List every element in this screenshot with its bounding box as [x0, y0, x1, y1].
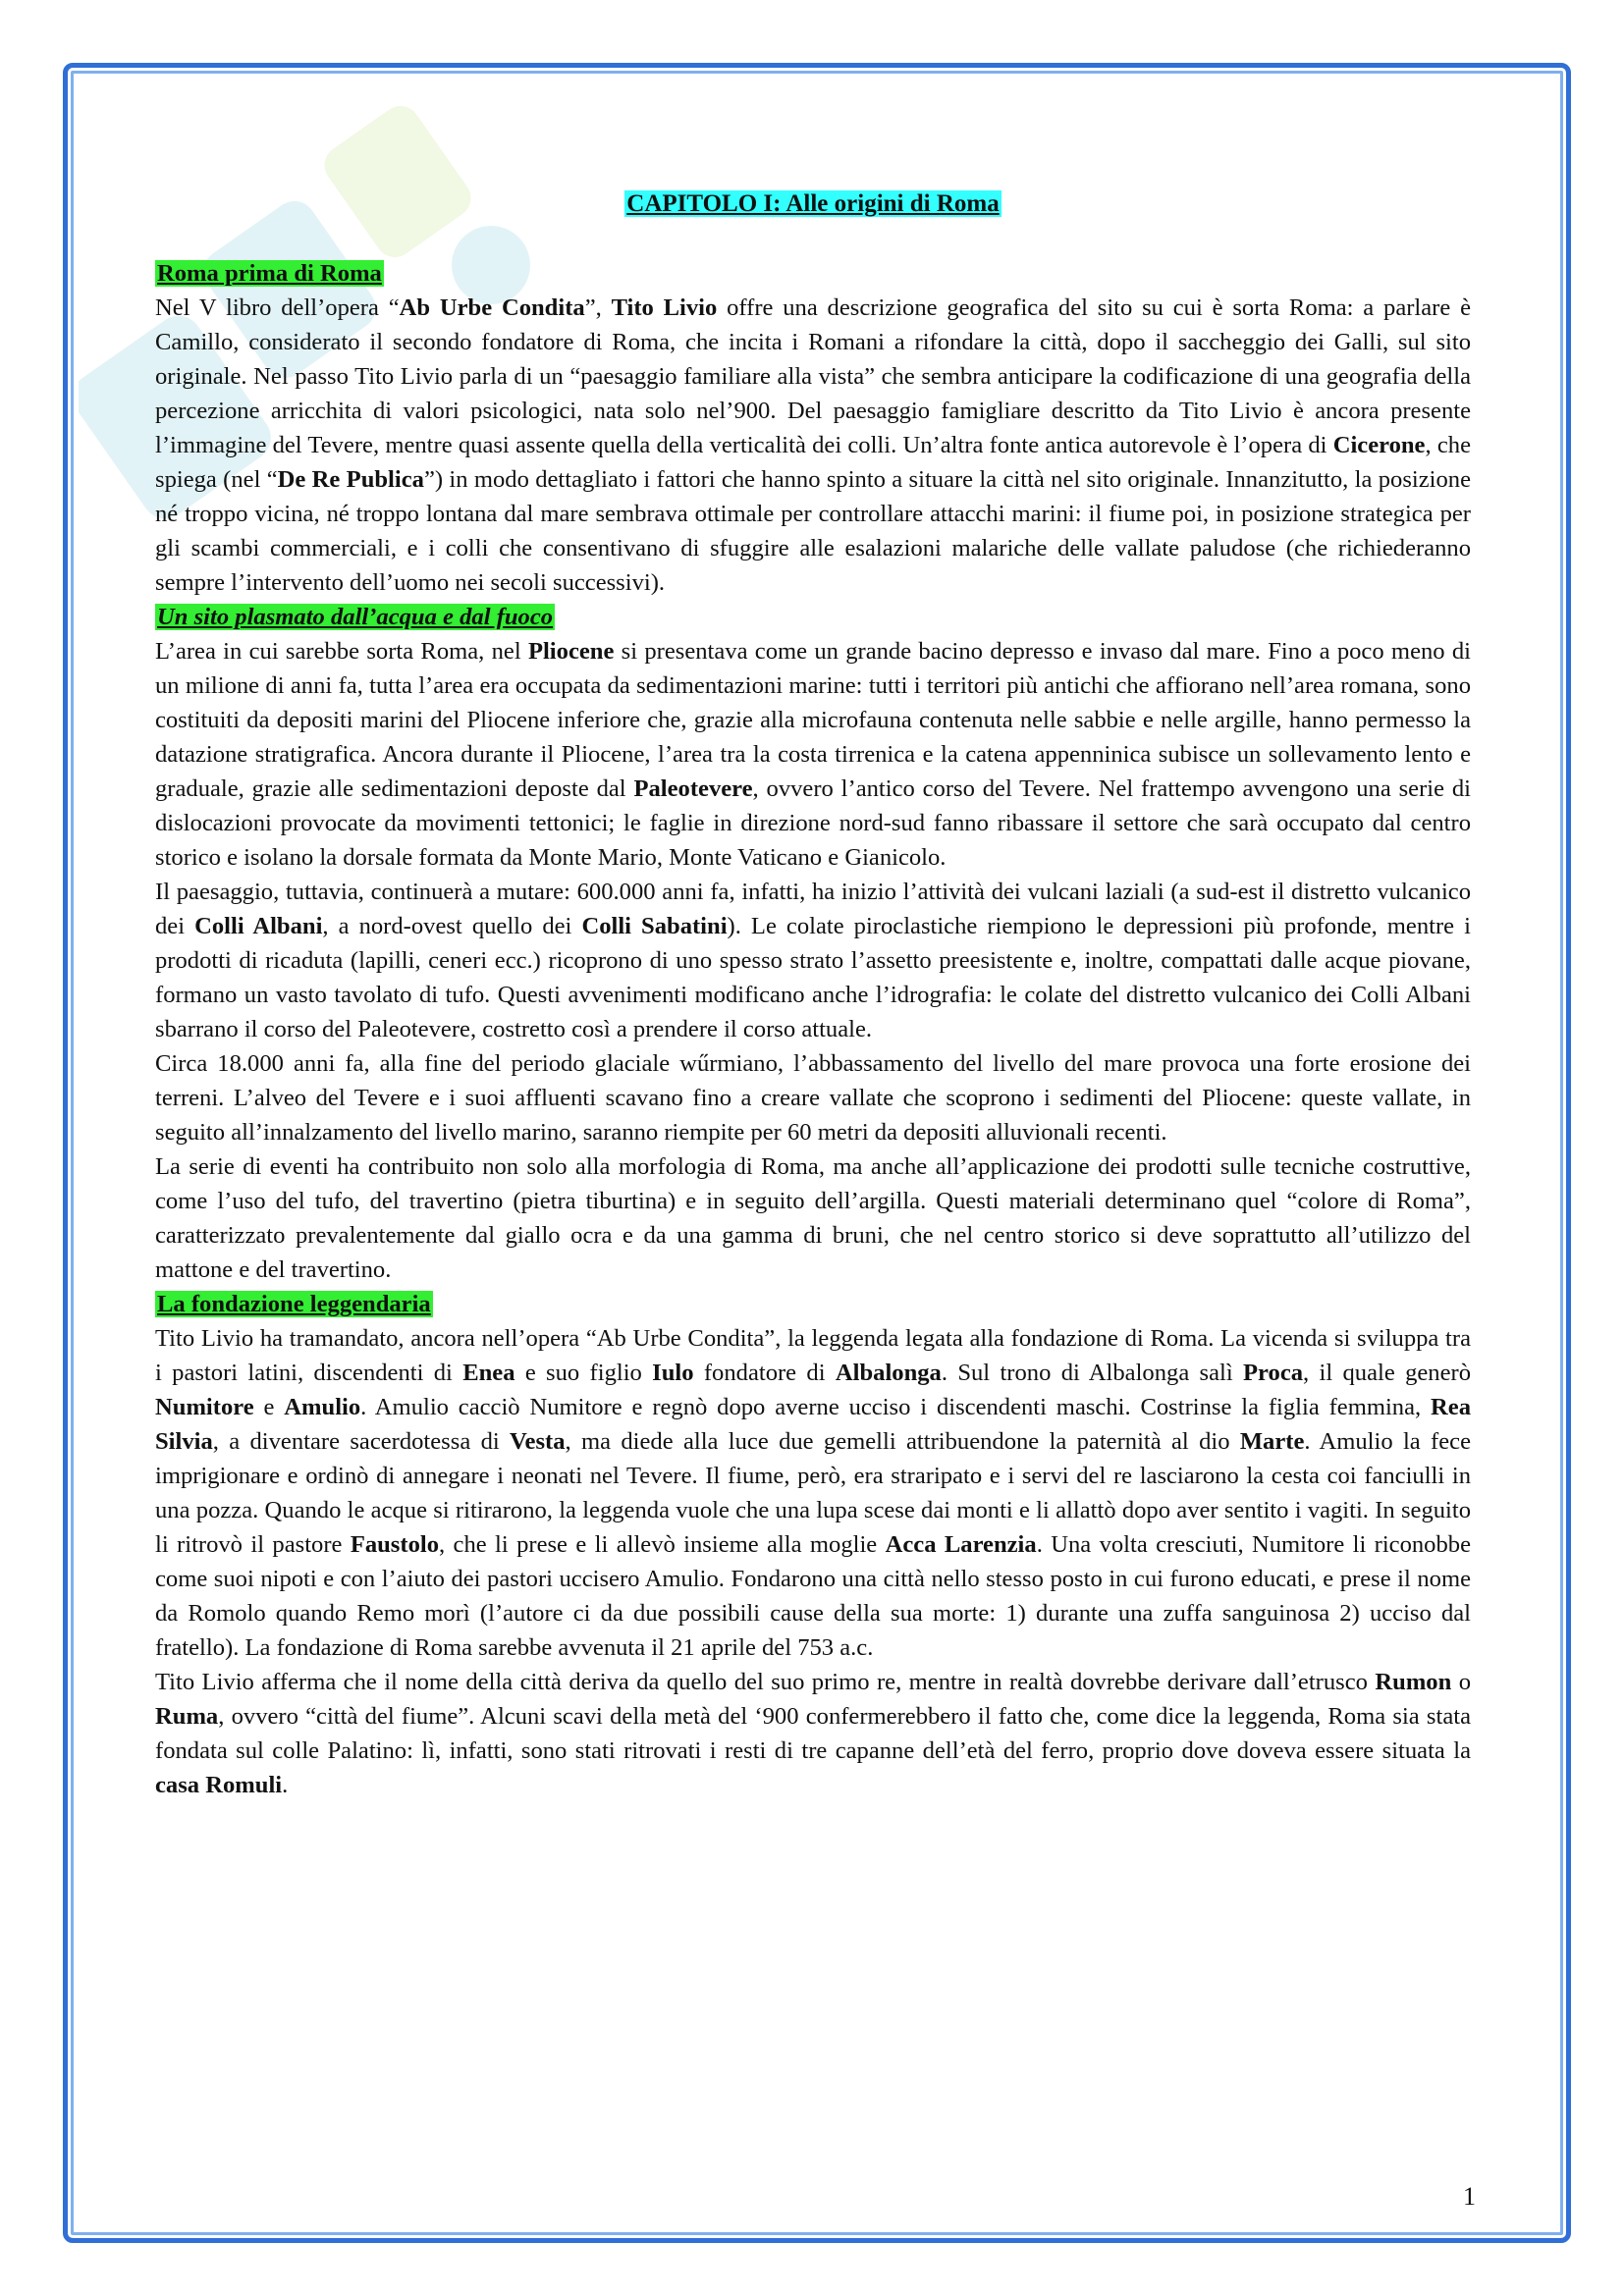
text-run: L’area in cui sarebbe sorta Roma, nel	[155, 638, 528, 665]
text-run: Il paesaggio, tuttavia, continuerà a mutare: 600.000 anni fa, infatti, ha inizio l’attività dei vulcani laziali (a sud-est il distretto vulcanico dei	[155, 879, 1471, 939]
bold-term: Numitore	[155, 1394, 254, 1420]
bold-term: Ruma	[155, 1703, 219, 1730]
text-run: ”,	[584, 294, 612, 321]
text-run: e	[253, 1394, 285, 1420]
text-run: ). Le colate piroclastiche riempiono le depressioni più profonde, mentre i prodotti di ricaduta (lapilli, ceneri ecc.) ricoprono di uno spesso strato l’assetto preesistente e, inoltre, compattati dalle acque piovane, formano un vasto tavolato di tufo. Questi avvenimenti modificano anche l’idrografia: le colate del distretto vulcanico dei Colli Albani sbarrano il corso del Paleotevere, costretto così a prendere il corso attuale.	[155, 913, 1471, 1042]
bold-term: casa Romuli	[155, 1772, 283, 1798]
bold-term: Marte	[1239, 1428, 1305, 1455]
paragraph	[155, 1321, 1471, 1665]
text-run: . Una volta cresciuti, Numitore li riconobbe come suoi nipoti e con l’aiuto dei pastori uccisero Amulio. Fondarono una città nello stesso posto in cui furono educati, e prese il nome da Romolo quando Remo morì (l’autore ci da due possibili cause della sua morte: 1) durante una zuffa sanguinosa 2) ucciso dal fratello). La fondazione di Roma sarebbe avvenuta il 21 aprile del 753 a.c.	[155, 1531, 1471, 1661]
bold-term: Albalonga	[835, 1360, 942, 1386]
bold-term: Acca Larenzia	[885, 1531, 1037, 1558]
text-run: , che spiega (nel “	[155, 432, 1471, 493]
paragraph	[155, 291, 1471, 600]
text-run: fondatore di	[693, 1360, 836, 1386]
bold-term: Paleotevere	[633, 775, 753, 802]
text-run: . Sul trono di Albalonga salì	[941, 1360, 1244, 1386]
paragraph	[155, 1665, 1471, 1802]
section-heading-text: La fondazione leggendaria	[157, 1291, 431, 1317]
text-run: Tito Livio ha tramandato, ancora nell’opera “Ab Urbe Condita”, la leggenda legata alla fondazione di Roma. La vicenda si sviluppa tra i pastori latini, discendenti di	[155, 1325, 1471, 1386]
text-run: si presentava come un grande bacino depresso e invaso dal mare. Fino a poco meno di un milione di anni fa, tutta l’area era occupata da sedimentazioni marine: tutti i territori più antichi che affiorano nell’area romana, sono costituiti da depositi marini del Pliocene inferiore che, grazie alla microfauna contenuta nelle sabbie e nelle argille, hanno permesso la datazione stratigrafica. Ancora durante il Pliocene, l’area tra la costa tirrenica e la catena appenninica subisce un sollevamento lento e graduale, grazie alle sedimentazioni deposte dal	[155, 638, 1471, 802]
section-heading	[155, 600, 1471, 634]
chapter-title: CAPITOLO I: Alle origini di Roma	[626, 190, 1000, 217]
paragraph	[155, 1046, 1471, 1149]
bold-term: Vesta	[510, 1428, 566, 1455]
bold-term: Rumon	[1375, 1669, 1452, 1695]
bold-term: Tito Livio	[611, 294, 718, 321]
text-run: . Amulio cacciò Numitore e regnò dopo averne ucciso i discendenti maschi. Costrinse la figlia femmina,	[360, 1394, 1432, 1420]
text-run: Tito Livio afferma che il nome della città deriva da quello del suo primo re, mentre in realtà dovrebbe derivare dall’etrusco	[155, 1669, 1376, 1695]
text-run: , il quale generò	[1303, 1360, 1471, 1386]
bold-term: Pliocene	[527, 638, 615, 665]
text-run: e suo figlio	[514, 1360, 653, 1386]
section-heading	[155, 256, 1471, 291]
section-heading-text: Roma prima di Roma	[157, 260, 382, 287]
bold-term: Ab Urbe Condita	[399, 294, 585, 321]
text-run: , che li prese e li allevò insieme alla moglie	[439, 1531, 886, 1558]
section-heading-text: Un sito plasmato dall’acqua e dal fuoco	[157, 604, 554, 630]
text-run: Circa 18.000 anni fa, alla fine del periodo glaciale wűrmiano, l’abbassamento del livello del mare provoca una forte erosione dei terreni. L’alveo del Tevere e i suoi affluenti scavano fino a creare vallate che scoprono i sedimenti del Pliocene: queste vallate, in seguito all’innalzamento del livello marino, saranno riempite per 60 metri da depositi alluvionali recenti.	[155, 1050, 1471, 1146]
bold-term: Colli Sabatini	[581, 913, 728, 939]
bold-term: Iulo	[652, 1360, 694, 1386]
text-run: .	[282, 1772, 289, 1798]
bold-term: De Re Publica	[277, 466, 424, 493]
text-run: ”) in modo dettagliato i fattori che hanno spinto a situare la città nel sito originale. Innanzitutto, la posizione né troppo vicina, né troppo lontana dal mare sembrava ottimale per controllare attacchi marini: il fiume poi, in posizione strategica per gli scambi commerciali, e i colli che consentivano di sfuggire alle esalazioni malariche delle vallate paludose (che richiederanno sempre l’intervento dell’uomo nei secoli successivi).	[155, 466, 1471, 596]
bold-term: Cicerone	[1332, 432, 1426, 458]
paragraph	[155, 634, 1471, 875]
text-run: offre una descrizione geografica del sito su cui è sorta Roma: a parlare è Camillo, considerato il secondo fondatore di Roma, che incita i Romani a rifondare la città, dopo il saccheggio dei Galli, sul sito originale. Nel passo Tito Livio parla di un “paesaggio familiare alla vista” che sembra anticipare la codificazione di una geografia della percezione arricchita di valori psicologici, nata solo nel’900. Del paesaggio famigliare descritto da Tito Livio è ancora presente l’immagine del Tevere, mentre quasi assente quella della verticalità dei colli. Un’altra fonte antica autorevole è l’opera di	[155, 294, 1471, 458]
bold-term: Amulio	[284, 1394, 361, 1420]
text-run: , ovvero “città del fiume”. Alcuni scavi della metà del ‘900 confermerebbero il fatto che, come dice la leggenda, Roma sia stata fondata sul colle Palatino: lì, infatti, sono stati ritrovati i resti di tre capanne dell’età del ferro, proprio dove doveva essere situata la	[155, 1703, 1471, 1764]
text-run: o	[1451, 1669, 1472, 1695]
text-run: , ovvero l’antico corso del Tevere. Nel frattempo avvengono una serie di dislocazioni provocate da movimenti tettonici; le faglie in direzione nord-sud fanno ribassare il settore che sarà occupato dal centro storico e isolano la dorsale formata da Monte Mario, Monte Vaticano e Gianicolo.	[155, 775, 1471, 871]
text-run: La serie di eventi ha contribuito non solo alla morfologia di Roma, ma anche all’applicazione dei prodotti sulle tecniche costruttive, come l’uso del tufo, del travertino (pietra tiburtina) e in seguito dell’argilla. Questi materiali determinano quel “colore di Roma”, caratterizzato prevalentemente dal giallo ocra e da una gamma di bruni, che nel centro storico si deve soprattutto all’utilizzo del mattone e del travertino.	[155, 1153, 1471, 1283]
bold-term: Faustolo	[350, 1531, 439, 1558]
bold-term: Colli Albani	[194, 913, 323, 939]
text-run: Nel V libro dell’opera “	[155, 294, 400, 321]
bold-term: Rea Silvia	[155, 1394, 1471, 1455]
paragraph	[155, 1149, 1471, 1287]
sections-container	[155, 256, 1471, 1802]
bold-term: Enea	[462, 1360, 515, 1386]
text-run: , ma diede alla luce due gemelli attribuendone la paternità al dio	[565, 1428, 1240, 1455]
page-number: 1	[1463, 2182, 1476, 2211]
text-run: , a nord-ovest quello dei	[322, 913, 582, 939]
text-run: . Amulio la fece imprigionare e ordinò di annegare i neonati nel Tevere. Il fiume, però, era straripato e i servi del re lasciarono la cesta coi fanciulli in una pozza. Quando le acque si ritirarono, la leggenda vuole che una lupa scese dai monti e li allattò dopo aver sentito i vagiti. In seguito li ritrovò il pastore	[155, 1428, 1471, 1558]
text-run: , a diventare sacerdotessa di	[212, 1428, 511, 1455]
paragraph	[155, 875, 1471, 1046]
section-heading	[155, 1287, 1471, 1321]
bold-term: Proca	[1243, 1360, 1304, 1386]
document-page	[155, 187, 1471, 1802]
